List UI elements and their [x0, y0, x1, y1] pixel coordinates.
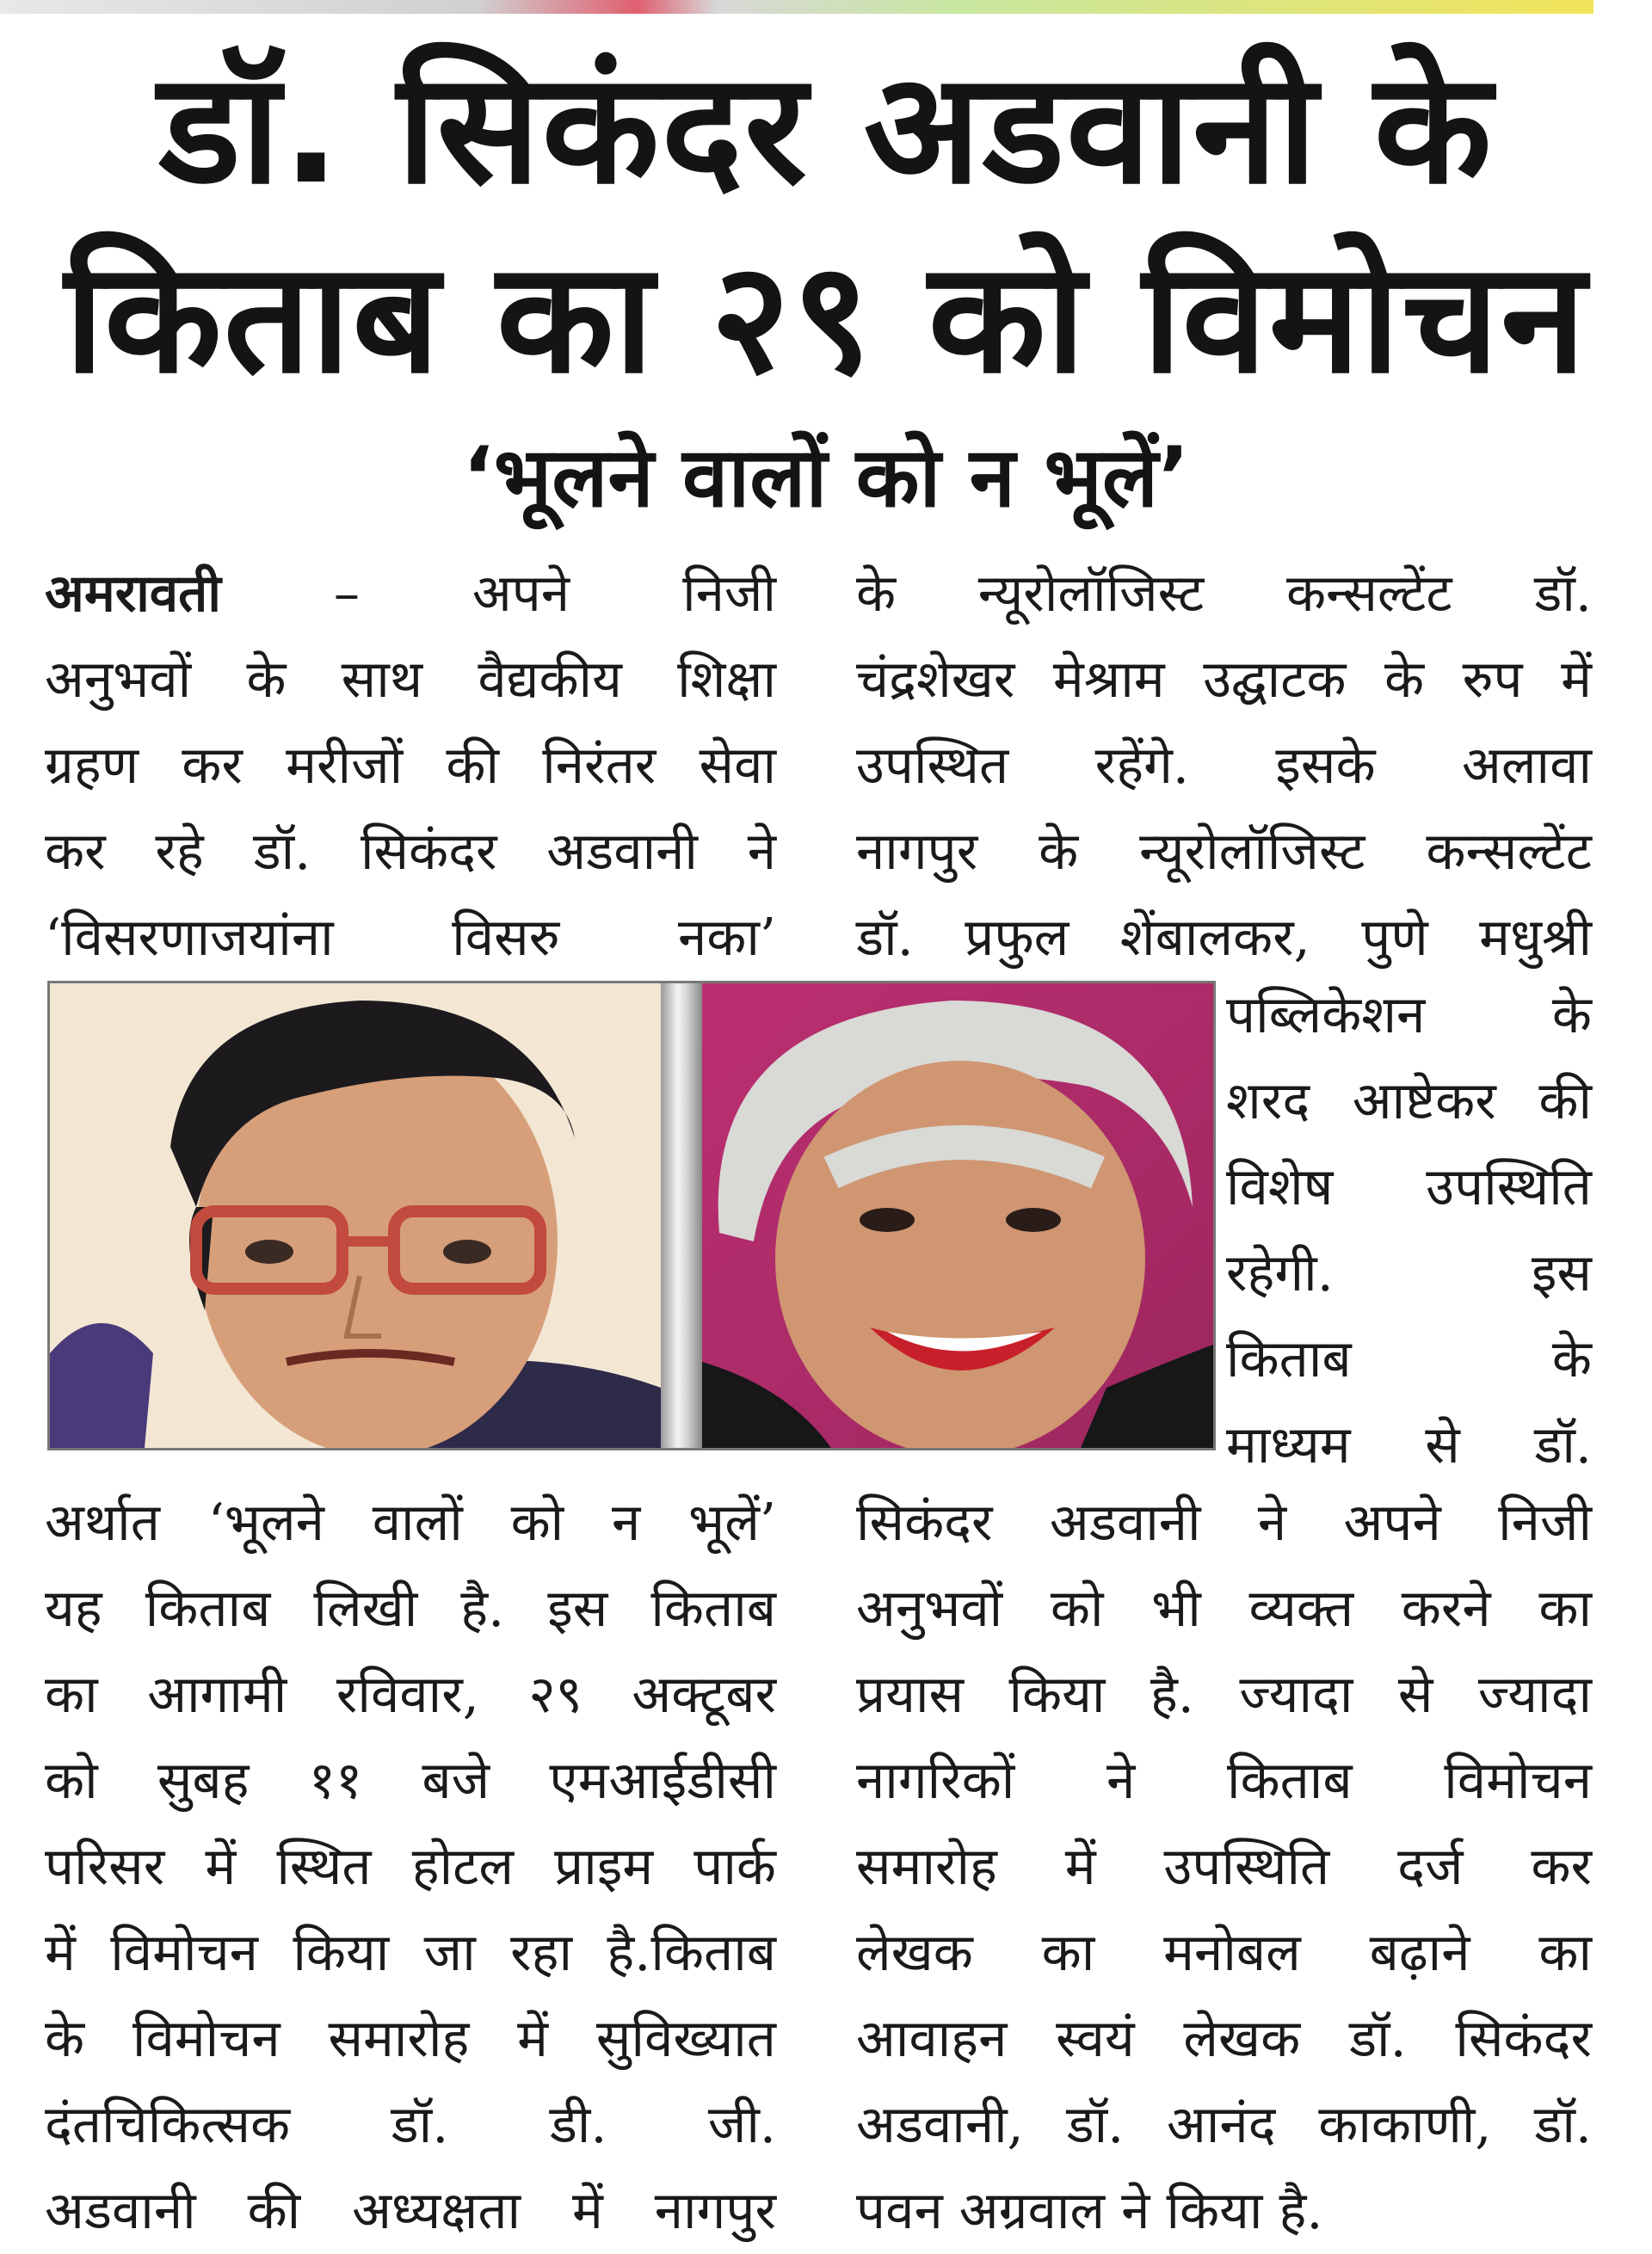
article-line: अर्थात ‘भूलने वालों को न भूलें’	[45, 1493, 776, 1553]
article-line: उपस्थित रहेंगे. इसके अलावा	[856, 736, 1592, 796]
article-line: आवाहन स्वयं लेखक डॉ. सिकंदर	[856, 2009, 1592, 2069]
article-line: शरद आष्टेकर की	[1226, 1071, 1592, 1131]
guest-photo	[702, 983, 1213, 1448]
article-line: दंतचिकित्सक डॉ. डी. जी.	[45, 2095, 776, 2155]
article-line: में विमोचन किया जा रहा है.किताब	[45, 1923, 776, 1983]
color-strip	[0, 0, 1593, 14]
article-column-right-top	[856, 551, 1592, 981]
article-line: अडवानी की अध्यक्षता में नागपुर	[45, 2181, 776, 2241]
article-column-right-bottom	[856, 1480, 1592, 2254]
article-line: नागरिकों ने किताब विमोचन	[856, 1751, 1592, 1811]
article-line: अडवानी, डॉ. आनंद काकाणी, डॉ.	[856, 2095, 1592, 2155]
article-line: के न्यूरोलॉजिस्ट कन्सल्टेंट डॉ.	[856, 564, 1592, 624]
dateline-dash: –	[333, 564, 360, 624]
article-line: का आगामी रविवार, २९ अक्टूबर	[45, 1665, 776, 1725]
article-line: अमरावती – अपने निजी	[45, 564, 776, 624]
article-line: के विमोचन समारोह में सुविख्यात	[45, 2009, 776, 2069]
article-column-left-bottom	[45, 1480, 776, 2254]
article-column-right-narrow	[1226, 972, 1592, 1488]
article-line: समारोह में उपस्थिति दर्ज कर	[856, 1837, 1592, 1897]
photo-pair	[47, 981, 1216, 1450]
article-line: माध्यम से डॉ.	[1226, 1415, 1592, 1475]
article-line: कर रहे डॉ. सिकंदर अडवानी ने	[45, 822, 776, 882]
article-line: विशेष उपस्थिति	[1226, 1157, 1592, 1217]
article-line: नागपुर के न्यूरोलॉजिस्ट कन्सल्टेंट	[856, 822, 1592, 882]
article-line: पब्लिकेशन के	[1226, 985, 1592, 1045]
article-line: अनुभवों को भी व्यक्त करने का	[856, 1579, 1592, 1639]
article-line: रहेगी. इस	[1226, 1243, 1592, 1303]
article-line: प्रयास किया है. ज्यादा से ज्यादा	[856, 1665, 1592, 1725]
article-line: परिसर में स्थित होटल प्राइम पार्क	[45, 1837, 776, 1897]
article-line: को सुबह ११ बजे एमआईडीसी	[45, 1751, 776, 1811]
dateline: अमरावती	[45, 564, 221, 624]
photo-divider	[661, 983, 702, 1448]
headline-line-2: किताब का २९ को विमोचन	[64, 229, 1588, 407]
article-line: पवन अग्रवाल ने किया है.	[856, 2181, 1323, 2241]
article-line: चंद्रशेखर मेश्राम उद्घाटक के रुप में	[856, 650, 1592, 710]
article-line: अनुभवों के साथ वैद्यकीय शिक्षा	[45, 650, 776, 710]
headline-line-1: डॉ. सिकंदर अडवानी के	[158, 40, 1494, 218]
article-line: डॉ. प्रफुल शेंबालकर, पुणे मधुश्री	[856, 908, 1592, 968]
article-line: सिकंदर अडवानी ने अपने निजी	[856, 1493, 1592, 1553]
article-line: किताब के	[1226, 1329, 1592, 1389]
article-line: ‘विसरणाजयांना विसरु नका’	[45, 908, 776, 968]
article-line: ग्रहण कर मरीजों की निरंतर सेवा	[45, 736, 776, 796]
author-photo	[50, 983, 661, 1448]
subheading: ‘भूलने वालों को न भूलें’	[462, 429, 1190, 526]
article-line: लेखक का मनोबल बढ़ाने का	[856, 1923, 1592, 1983]
article-column-left-top	[45, 551, 776, 981]
article-line: यह किताब लिखी है. इस किताब	[45, 1579, 776, 1639]
